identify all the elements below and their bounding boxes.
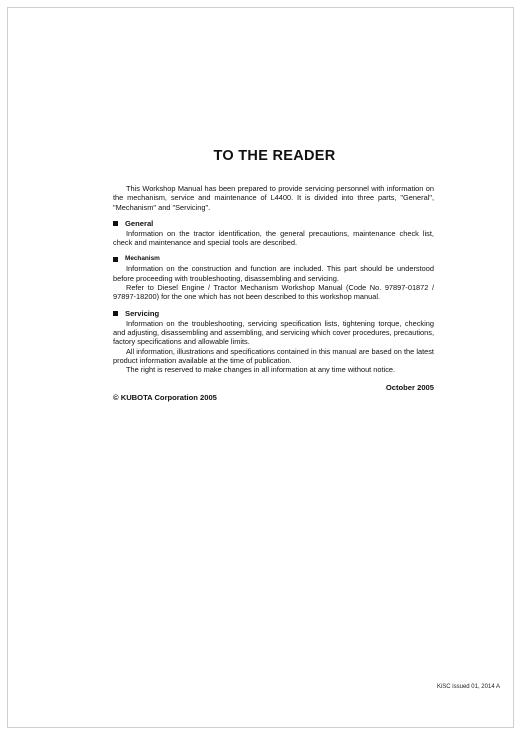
page-title: TO THE READER xyxy=(213,148,336,164)
section-paragraph: Information on the construction and function are included. This part should be understood before proceeding with troubleshooting, disassembling and servicing. xyxy=(113,264,434,283)
bullet-square-icon xyxy=(113,257,118,262)
section-title: Mechanism xyxy=(125,255,160,263)
section-title: General xyxy=(125,218,154,228)
section-servicing xyxy=(113,309,434,375)
section-title: Servicing xyxy=(125,308,160,318)
section-general xyxy=(113,219,434,248)
document-body xyxy=(113,148,434,402)
bullet-square-icon xyxy=(113,311,118,316)
intro-paragraph: This Workshop Manual has been prepared to provide servicing personnel with information on the mechanism, service and maintenance of L4400. It is divided into three parts, "General", "Mechanism" and "Servicing". xyxy=(113,184,434,212)
section-paragraph: The right is reserved to make changes in all information at any time without notice. xyxy=(126,365,396,375)
section-heading xyxy=(113,219,434,229)
section-mechanism xyxy=(113,254,434,301)
footer-issue-note: KiSC issued 01, 2014 A xyxy=(436,684,500,690)
copyright-notice: © KUBOTA Corporation 2005 xyxy=(113,393,217,403)
publication-date: October 2005 xyxy=(385,383,434,393)
section-paragraph: Information on the troubleshooting, servicing specification lists, tightening torque, checking and adjusting, disassembling and assembling, and servicing which cover procedures, precautions, factory specifications and allowable limits. xyxy=(113,318,434,347)
section-paragraph: Refer to Diesel Engine / Tractor Mechanism Workshop Manual (Code No. 97897-01872 / 97897-18200) for the one which has not been described to this workshop manual. xyxy=(113,283,434,302)
section-heading xyxy=(113,254,434,264)
section-heading xyxy=(113,309,434,319)
section-paragraph: All information, illustrations and specifications contained in this manual are based on the latest product information available at the time of publication. xyxy=(113,346,434,365)
section-paragraph: Information on the tractor identification, the general precautions, maintenance check list, check and maintenance and special tools are described. xyxy=(113,228,434,248)
bullet-square-icon xyxy=(113,221,118,226)
